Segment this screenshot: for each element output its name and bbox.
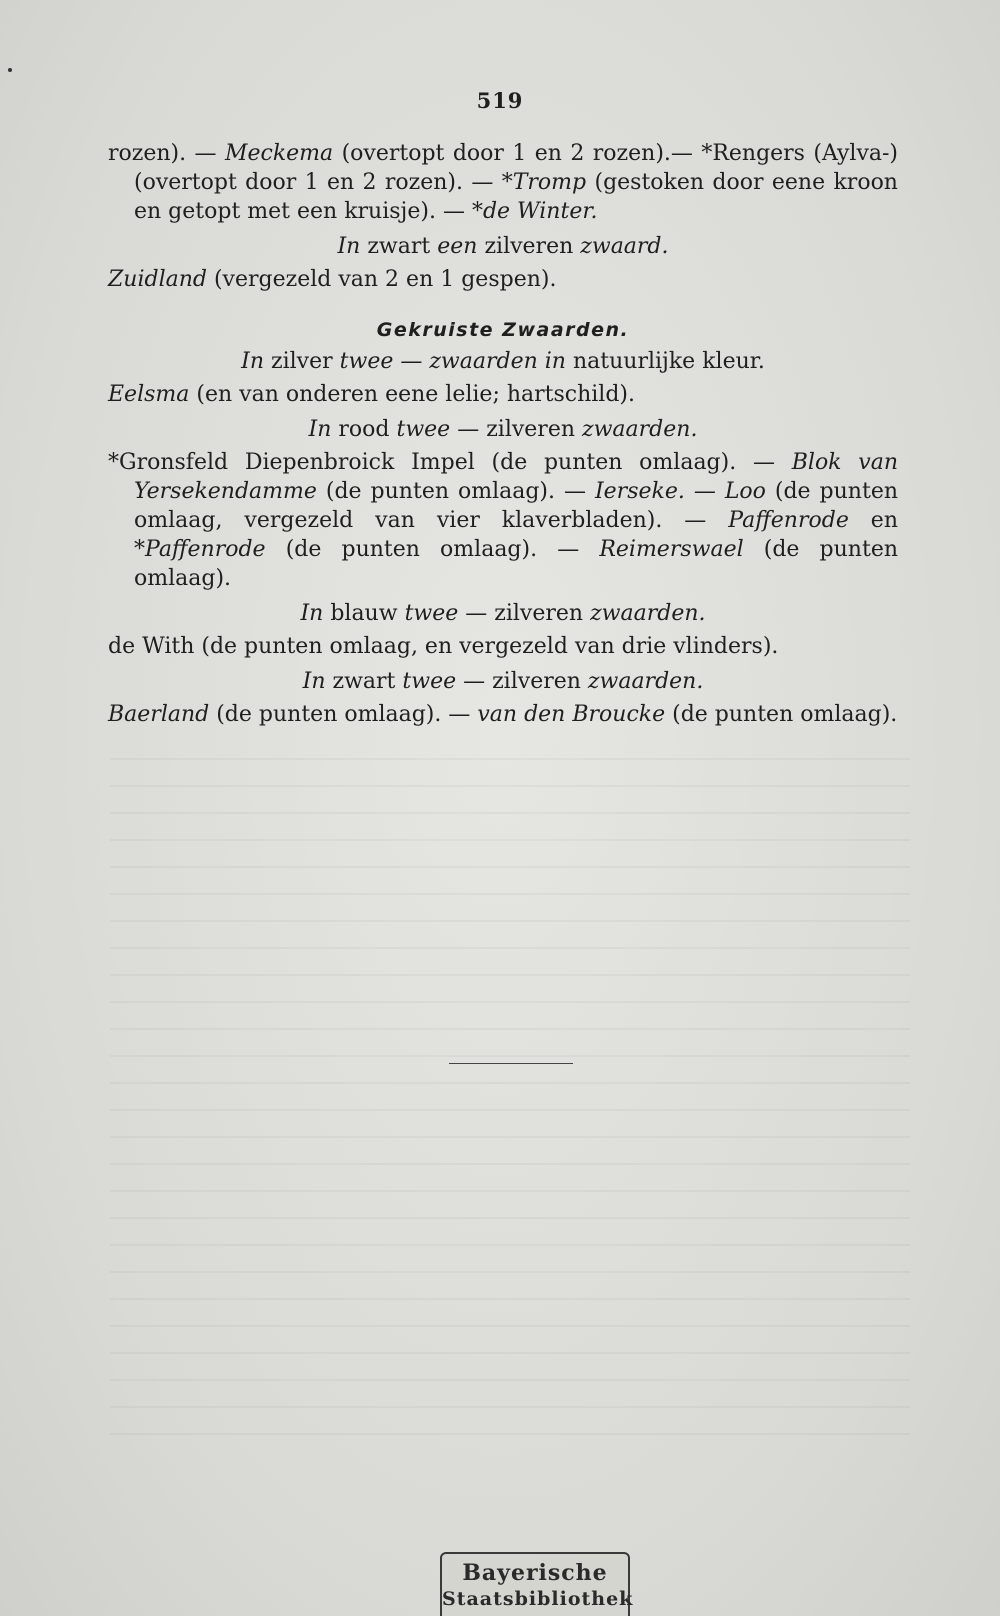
text-run: (de punten omlaag). [134, 537, 899, 591]
text-run: *Gronsfeld Diepenbroick Impel (de punten omlaag). — [108, 450, 792, 475]
text-run: rozen). — [108, 141, 225, 166]
section-heading: Gekruiste Zwaarden. [376, 319, 630, 341]
blazon-rood [108, 415, 898, 444]
text-run: In [308, 417, 332, 442]
text-run: rood [331, 417, 397, 442]
name-reimerswael: Reimerswael [599, 537, 744, 562]
show-through-text [110, 740, 910, 1440]
page-number: 519 [476, 88, 524, 113]
entry-gronsfeld [108, 448, 898, 593]
text-run: — zilveren [458, 601, 591, 626]
text-run: In [241, 349, 265, 374]
text-run: — [684, 479, 725, 504]
entry-baerland [108, 700, 898, 729]
text-run: zwaarden. [590, 601, 706, 626]
ink-speck [8, 68, 12, 72]
text-run: (en van onderen eene lelie; hartschild). [189, 382, 635, 407]
name-tromp: Tromp [512, 170, 587, 195]
text-run: zilver [264, 349, 340, 374]
entry-de-with: de With (de punten omlaag, en vergezeld van drie vlinders). [108, 634, 779, 659]
text-run: zilveren [477, 234, 581, 259]
text-run: een [437, 234, 478, 259]
text-run: natuurlijke kleur. [565, 349, 765, 374]
name-van-den-broucke: van den Broucke [477, 702, 666, 727]
text-run: In [302, 669, 326, 694]
text-run: twee [396, 417, 451, 442]
end-rule [449, 1063, 573, 1064]
name-paffenrode: Paffenrode [728, 508, 849, 533]
name-zuidland: Zuidland [108, 267, 207, 292]
text-run: — zilveren [456, 669, 588, 694]
blazon-zwart-zwaard [108, 232, 898, 261]
text-run: (vergezeld van 2 en 1 gespen). [206, 267, 557, 292]
text-run: In [337, 234, 361, 259]
text-run: — zilveren [450, 417, 582, 442]
text-run: zwaard. [580, 234, 669, 259]
text-run: zwaarden. [587, 669, 704, 694]
text-run: twee — zwaarden in [339, 349, 566, 374]
name-paffenrode: Paffenrode [145, 537, 266, 562]
text-run: (de punten omlaag). [665, 702, 898, 727]
text-run: twee [402, 669, 457, 694]
text-run: en * [134, 508, 898, 562]
name-loo: Loo [724, 479, 766, 504]
paragraph-rozen [108, 139, 898, 226]
entry-zuidland [108, 265, 898, 294]
name-meckema: Meckema [224, 141, 334, 166]
blazon-zilver [108, 347, 898, 376]
text-run: In [300, 601, 324, 626]
name-baerland: Baerland [108, 702, 210, 727]
text-run: (de punten omlaag). — [209, 702, 478, 727]
text-run: zwart [325, 669, 403, 694]
text-run: (de punten omlaag, vergezeld van vier klaverbladen). — [134, 479, 899, 533]
blazon-zwart [108, 667, 898, 696]
name-blok: Blok van Yersekendamme [134, 450, 898, 504]
text-run: zwart [360, 234, 438, 259]
blazon-blauw [108, 599, 898, 628]
entry-eelsma [108, 380, 898, 409]
text-run: (de punten omlaag). — [265, 537, 600, 562]
name-de-winter: de Winter. [482, 199, 598, 224]
text-run: (de punten omlaag). — [316, 479, 595, 504]
stamp-line-1: Bayerische [462, 1560, 608, 1586]
text-run: blauw [323, 601, 405, 626]
text-run: (gestoken door eene kroon en getopt met een kruisje). — * [134, 170, 898, 224]
page-body [108, 139, 898, 729]
name-ierseke: Ierseke. [594, 479, 685, 504]
text-run: twee [404, 601, 459, 626]
text-run: (overtopt door 1 en 2 rozen).— *Rengers (Aylva-) (overtopt door 1 en 2 rozen). — * [134, 141, 899, 195]
library-stamp [440, 1552, 634, 1616]
text-run: zwaarden. [582, 417, 698, 442]
name-eelsma: Eelsma [108, 382, 190, 407]
stamp-line-2: Staatsbibliothek [442, 1588, 634, 1610]
